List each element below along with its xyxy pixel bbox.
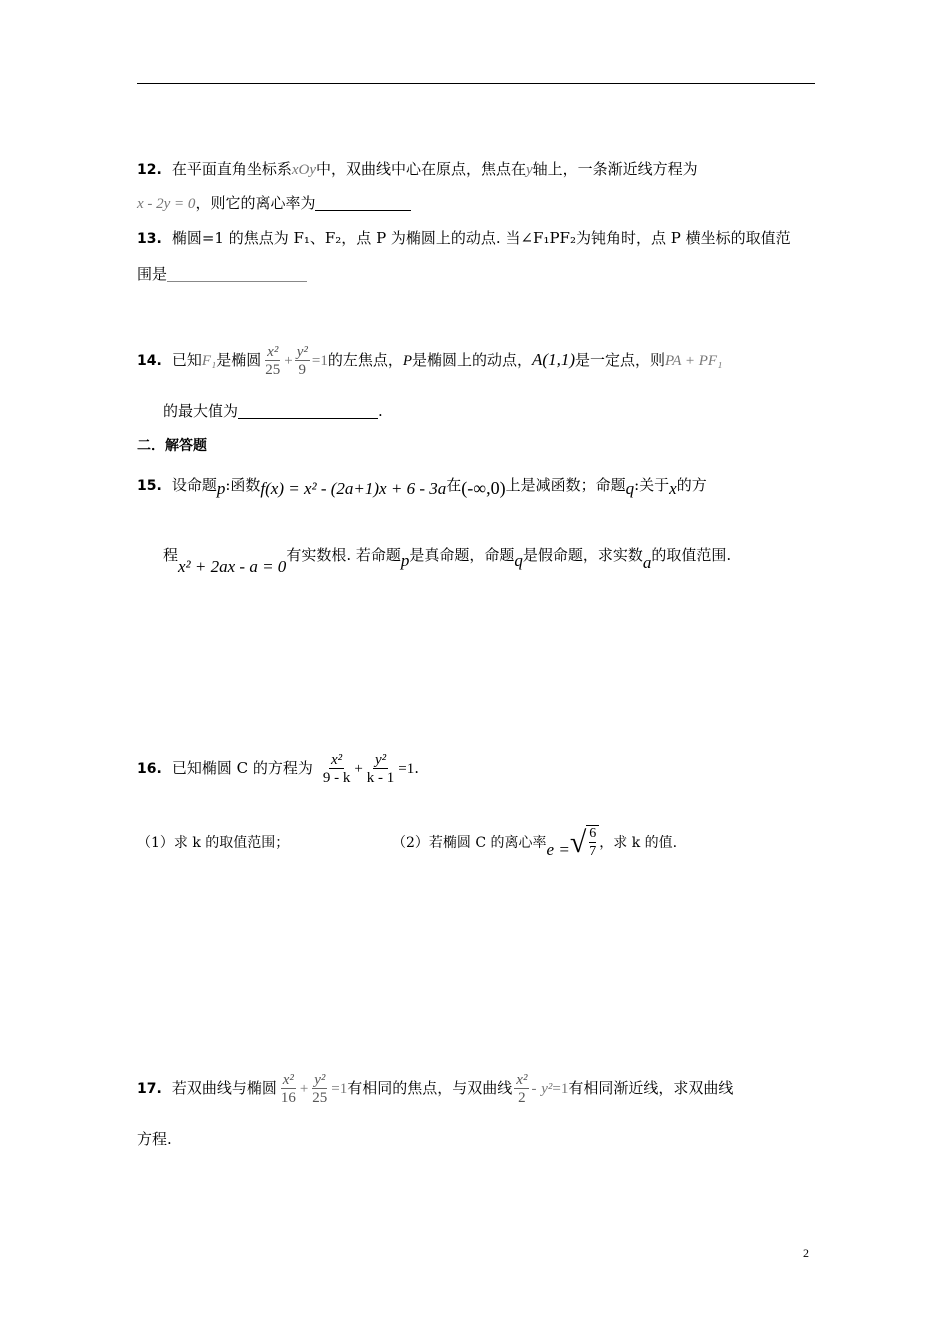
question-16-line-1	[137, 748, 419, 789]
text: 已知	[171, 351, 202, 369]
math-op: =1	[311, 353, 328, 369]
text: 的取值范围.	[651, 546, 732, 564]
text: （2）若椭圆 C 的离心率	[392, 835, 547, 851]
question-number: 17.	[137, 1081, 162, 1097]
math-var: q	[625, 479, 635, 498]
text: 程	[163, 546, 179, 564]
fraction	[365, 752, 397, 787]
question-number: 15.	[137, 478, 162, 494]
fraction	[263, 344, 282, 379]
question-number: 16.	[137, 761, 162, 777]
text: 已知椭圆 C 的方程为	[171, 759, 313, 777]
math-var: x	[669, 479, 677, 498]
math-equation: x - 2y = 0	[137, 196, 196, 212]
fraction	[514, 1072, 529, 1107]
numerator: y²	[314, 1071, 326, 1088]
math-expression: PA + PF₁	[665, 353, 723, 369]
text: .	[378, 402, 383, 420]
question-15-line-1	[137, 474, 707, 500]
math-var: F₁	[201, 353, 217, 369]
denominator: k - 1	[366, 769, 395, 786]
text: 围是	[137, 265, 168, 283]
math-op: =1	[398, 761, 415, 777]
question-number: 14.	[137, 353, 162, 369]
math-equation: x² + 2ax - a = 0	[178, 557, 287, 576]
text: .	[414, 759, 420, 777]
section-heading	[137, 434, 207, 457]
math-op: +	[299, 1081, 309, 1097]
text: 是椭圆上的动点，	[412, 351, 533, 369]
question-number: 13.	[137, 231, 162, 247]
numerator: x²	[516, 1071, 528, 1088]
question-number: 12.	[137, 162, 162, 178]
text: 的左焦点，	[327, 351, 403, 369]
question-13-line-2	[137, 263, 307, 285]
math-var: P	[402, 353, 413, 369]
text: （1）求 k 的取值范围；	[137, 835, 290, 851]
page-number: 2	[803, 1246, 809, 1260]
math-point: A(1,1)	[532, 350, 575, 369]
math-var: q	[514, 551, 523, 570]
numerator: x²	[267, 343, 279, 360]
text: 有相同的焦点，与双曲线	[347, 1079, 513, 1097]
denominator: 25	[265, 361, 281, 378]
text: ，则它的离心率为	[195, 194, 316, 212]
fraction	[279, 1072, 298, 1107]
math-var: e =	[546, 840, 570, 859]
math-var: y	[526, 162, 533, 178]
denominator: 2	[518, 1089, 526, 1106]
radicand	[586, 825, 599, 861]
fraction	[295, 344, 310, 379]
text: 的方	[676, 476, 707, 494]
fraction	[310, 1072, 329, 1107]
question-14-line-2	[163, 400, 383, 422]
text: 的最大值为	[163, 402, 239, 420]
text: 方程.	[137, 1130, 172, 1148]
question-16-part-1	[137, 832, 289, 854]
answer-blank[interactable]	[238, 403, 378, 419]
math-var: p	[216, 479, 226, 498]
radical-icon: √	[569, 826, 587, 859]
denominator: 25	[312, 1089, 328, 1106]
math-var: p	[400, 551, 410, 570]
text: 上是减函数；命题	[505, 476, 626, 494]
question-13-line-1	[137, 227, 791, 250]
text: 中，双曲线中心在原点，焦点在	[315, 160, 526, 178]
math-op: +	[354, 761, 363, 777]
math-op: =1	[331, 1081, 348, 1097]
denominator: 9	[298, 361, 307, 378]
text: 有相同渐近线，求双曲线	[568, 1079, 734, 1097]
math-var: y²	[541, 1081, 553, 1097]
text: 是椭圆	[216, 351, 262, 369]
question-17-line-1	[137, 1068, 733, 1109]
section-title: 二．解答题	[137, 438, 207, 454]
numerator: x²	[282, 1071, 294, 1088]
answer-blank[interactable]	[315, 195, 411, 211]
text: :函数	[225, 476, 261, 494]
math-op: -	[531, 1081, 537, 1097]
text: 是假命题，求实数	[522, 546, 643, 564]
numerator: y²	[374, 751, 387, 768]
numerator: y²	[296, 343, 308, 360]
text: 椭圆=1 的焦点为 F₁、F₂，点 P 为椭圆上的动点. 当∠F₁PF₂为钝角时，点 P 横坐标的取值范	[171, 229, 791, 247]
question-15-line-2	[163, 544, 731, 578]
denominator: 7	[589, 844, 597, 859]
header-rule	[137, 83, 815, 84]
sqrt-expression	[570, 825, 599, 861]
text: 在	[446, 476, 462, 494]
text: 是真命题，命题	[409, 546, 515, 564]
math-op: +	[284, 353, 293, 369]
question-12-line-1	[137, 158, 698, 181]
text: 轴上，一条渐近线方程为	[532, 160, 698, 178]
math-op: =1	[552, 1081, 569, 1097]
question-16-part-2	[392, 820, 677, 873]
denominator: 9 - k	[322, 769, 351, 786]
numerator: x²	[331, 751, 343, 768]
text: ，求 k 的值.	[599, 835, 678, 851]
math-interval: (-∞,0)	[461, 478, 506, 498]
math-var: xOy	[291, 162, 316, 178]
text: 在平面直角坐标系	[171, 160, 292, 178]
text: 有实数根. 若命题	[286, 546, 401, 564]
math-var: a	[642, 553, 652, 572]
answer-blank[interactable]	[167, 266, 307, 282]
text: 若双曲线与椭圆	[171, 1079, 277, 1097]
math-function: f(x) = x² - (2a+1)x + 6 - 3a	[260, 479, 447, 498]
denominator: 16	[280, 1089, 296, 1106]
text: :关于	[634, 476, 670, 494]
text: 是一定点，则	[575, 351, 666, 369]
numerator: 6	[589, 826, 597, 841]
fraction	[321, 752, 353, 787]
question-17-line-2	[137, 1128, 172, 1150]
text: 设命题	[171, 476, 217, 494]
question-12-line-2	[137, 192, 411, 215]
question-14-line-1	[137, 340, 722, 381]
